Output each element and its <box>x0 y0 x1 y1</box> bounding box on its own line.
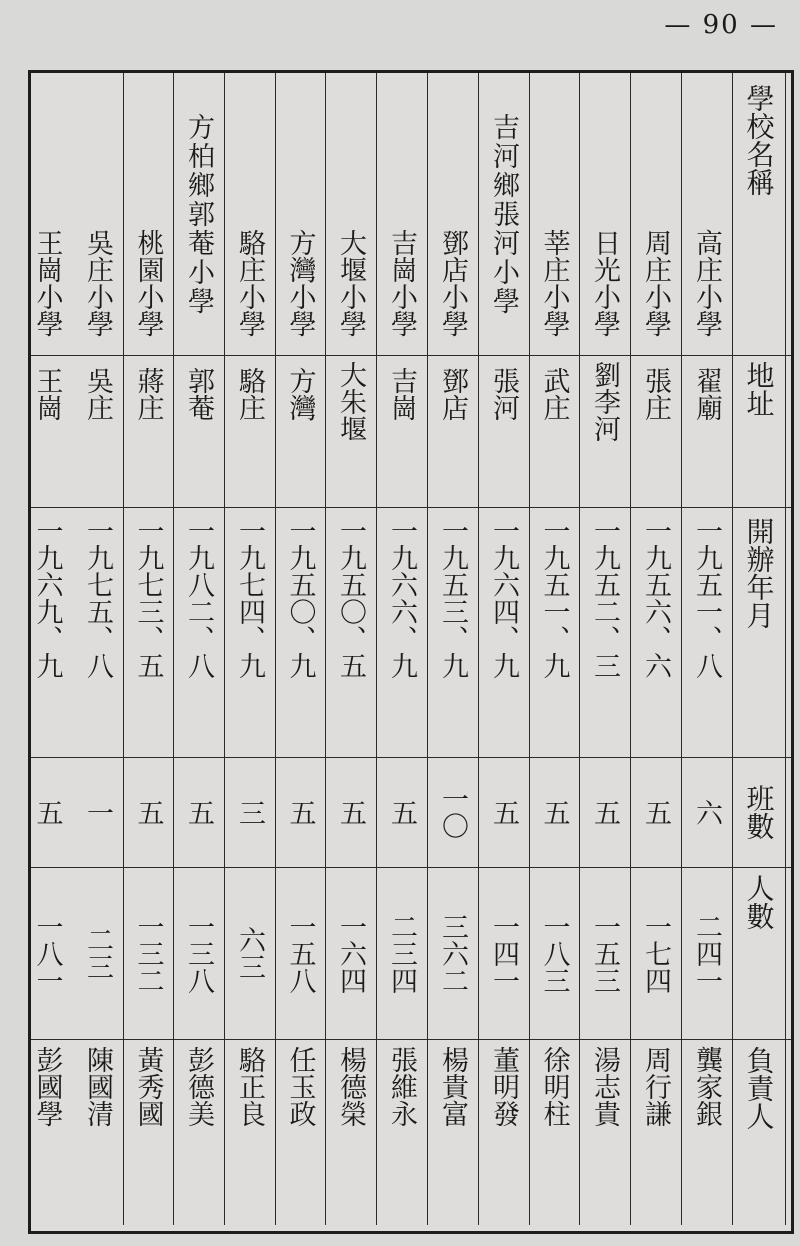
school-cell-name <box>123 73 174 355</box>
school-address: 蔣庄 <box>132 367 164 422</box>
school-cell-name <box>681 73 733 355</box>
school-principal: 董明發 <box>488 1046 519 1128</box>
school-principal: 彭國學 <box>31 1046 63 1128</box>
school-address: 張庄 <box>640 367 671 422</box>
school-classes: 一〇 <box>437 785 468 839</box>
header-label: 負責人 <box>742 1046 776 1131</box>
school-cell-address <box>681 355 733 507</box>
school-name: 大堰小學 <box>335 229 366 337</box>
school-cell-principal <box>325 1039 377 1225</box>
header-cell-classes <box>732 757 786 867</box>
school-principal: 張維永 <box>386 1046 417 1128</box>
school-founded: 一九六四、九 <box>488 517 519 679</box>
school-cell-name <box>72 73 124 355</box>
school-name: 莘庄小學 <box>538 229 570 337</box>
school-address: 張河 <box>488 367 519 422</box>
school-cell-address <box>529 355 580 507</box>
school-address: 王崗 <box>31 367 63 422</box>
school-cell-address <box>579 355 631 507</box>
school-cell-classes <box>325 757 377 867</box>
school-classes: 五 <box>538 798 570 826</box>
school-cell-name <box>173 73 225 355</box>
school-classes: 一 <box>82 798 113 826</box>
page-number: — 90 — <box>664 10 778 40</box>
school-name-full <box>490 113 517 316</box>
school-cell-founded <box>630 507 682 757</box>
school-principal: 湯志貴 <box>589 1046 620 1128</box>
school-cell-classes <box>224 757 276 867</box>
school-students: 一五三 <box>589 912 620 994</box>
school-classes: 六 <box>691 798 722 826</box>
school-name: 方灣小學 <box>284 229 316 337</box>
row-name <box>31 73 791 356</box>
row-address <box>31 355 791 508</box>
row-classes <box>31 757 791 868</box>
school-cell-name <box>579 73 631 355</box>
school-principal: 周行謙 <box>640 1046 671 1128</box>
school-founded: 一九五三、九 <box>437 517 468 679</box>
school-classes: 五 <box>284 798 316 826</box>
school-address: 駱庄 <box>234 367 265 422</box>
school-students: 一八一 <box>31 912 63 994</box>
school-founded: 一九六六、九 <box>386 517 417 679</box>
header-cell-principal <box>732 1039 786 1225</box>
school-cell-founded <box>376 507 428 757</box>
school-cell-students <box>173 867 225 1039</box>
school-name: 王崗小學 <box>31 229 63 337</box>
school-cell-principal <box>22 1039 72 1225</box>
school-cell-founded <box>123 507 174 757</box>
school-cell-classes <box>579 757 631 867</box>
header-cell-name <box>732 73 786 355</box>
school-classes: 三 <box>234 798 265 826</box>
school-cell-principal <box>630 1039 682 1225</box>
school-founded: 一九七四、九 <box>234 517 265 679</box>
school-name: 日光小學 <box>589 229 620 337</box>
school-founded: 一九五〇、五 <box>335 517 366 679</box>
schools-table <box>28 70 794 1234</box>
school-cell-principal <box>173 1039 225 1225</box>
header-label: 人數 <box>742 873 776 930</box>
school-cell-name <box>427 73 479 355</box>
school-founded: 一九八二、八 <box>183 517 214 679</box>
school-name-full <box>185 113 212 316</box>
school-classes: 五 <box>589 798 620 826</box>
school-cell-students <box>22 867 72 1039</box>
school-township: 方柏鄉 <box>183 112 214 200</box>
school-cell-students <box>630 867 682 1039</box>
school-classes: 五 <box>132 798 164 826</box>
header-cell-address <box>732 355 786 507</box>
school-address: 郭菴 <box>183 367 214 422</box>
school-cell-name <box>478 73 530 355</box>
school-cell-founded <box>478 507 530 757</box>
school-students: 三六二 <box>437 912 468 994</box>
school-name: 郭菴小學 <box>183 199 214 316</box>
school-cell-students <box>72 867 124 1039</box>
school-cell-principal <box>123 1039 174 1225</box>
school-students: 一三八 <box>183 912 214 994</box>
school-cell-address <box>325 355 377 507</box>
school-name: 吉崗小學 <box>386 229 417 337</box>
school-classes: 五 <box>335 798 366 826</box>
school-students: 六三 <box>234 926 265 980</box>
school-classes: 五 <box>31 798 63 826</box>
school-cell-classes <box>22 757 72 867</box>
school-founded: 一九六九、九 <box>31 517 63 679</box>
school-cell-name <box>630 73 682 355</box>
header-label: 班數 <box>742 784 776 840</box>
school-name: 張河小學 <box>488 199 519 316</box>
header-label: 地址 <box>742 361 776 418</box>
school-cell-founded <box>72 507 124 757</box>
school-cell-name <box>376 73 428 355</box>
school-cell-founded <box>224 507 276 757</box>
school-cell-classes <box>478 757 530 867</box>
school-address: 武庄 <box>538 367 570 422</box>
school-founded: 一九五六、六 <box>640 517 671 679</box>
school-cell-classes <box>376 757 428 867</box>
school-name: 鄧店小學 <box>437 229 468 337</box>
school-address: 劉李河 <box>589 361 620 443</box>
school-classes: 五 <box>183 798 214 826</box>
school-students: 一七四 <box>640 912 671 994</box>
school-cell-address <box>478 355 530 507</box>
school-address: 鄧店 <box>437 367 468 422</box>
school-address: 吉崗 <box>386 367 417 422</box>
school-cell-address <box>123 355 174 507</box>
school-cell-founded <box>275 507 326 757</box>
school-cell-founded <box>529 507 580 757</box>
school-students: 一五八 <box>284 912 316 994</box>
school-cell-address <box>630 355 682 507</box>
school-cell-students <box>224 867 276 1039</box>
school-cell-principal <box>376 1039 428 1225</box>
school-cell-principal <box>275 1039 326 1225</box>
school-cell-name <box>325 73 377 355</box>
school-name: 吳庄小學 <box>82 229 113 337</box>
school-cell-classes <box>681 757 733 867</box>
school-classes: 五 <box>640 798 671 826</box>
school-name: 高庄小學 <box>691 229 722 337</box>
school-cell-founded <box>579 507 631 757</box>
school-cell-students <box>325 867 377 1039</box>
school-classes: 五 <box>386 798 417 826</box>
school-cell-classes <box>275 757 326 867</box>
school-cell-address <box>427 355 479 507</box>
school-cell-classes <box>630 757 682 867</box>
school-cell-address <box>275 355 326 507</box>
school-cell-classes <box>427 757 479 867</box>
school-cell-classes <box>529 757 580 867</box>
school-cell-name <box>224 73 276 355</box>
school-cell-students <box>579 867 631 1039</box>
header-cell-founded <box>732 507 786 757</box>
school-principal: 龔家銀 <box>691 1046 722 1128</box>
school-founded: 一九五二、三 <box>589 517 620 679</box>
row-founded <box>31 507 791 758</box>
school-cell-principal <box>427 1039 479 1225</box>
school-principal: 楊貴富 <box>437 1046 468 1128</box>
school-students: 一四一 <box>488 912 519 994</box>
school-cell-address <box>22 355 72 507</box>
school-name: 駱庄小學 <box>234 229 265 337</box>
school-cell-name <box>275 73 326 355</box>
school-students: 一六四 <box>335 912 366 994</box>
school-cell-address <box>224 355 276 507</box>
school-principal: 任玉政 <box>284 1046 316 1128</box>
school-township: 吉河鄉 <box>488 112 519 200</box>
school-students: 二三 <box>82 926 113 980</box>
school-address: 吳庄 <box>82 367 113 422</box>
school-cell-name <box>529 73 580 355</box>
row-students <box>31 867 791 1040</box>
school-students: 二三四 <box>386 912 417 994</box>
school-cell-principal <box>478 1039 530 1225</box>
school-cell-principal <box>72 1039 124 1225</box>
school-cell-students <box>427 867 479 1039</box>
school-name: 桃園小學 <box>132 229 164 337</box>
school-principal: 駱正良 <box>234 1046 265 1128</box>
school-cell-classes <box>173 757 225 867</box>
school-cell-students <box>681 867 733 1039</box>
school-address: 大朱堰 <box>335 361 366 443</box>
school-principal: 彭德美 <box>183 1046 214 1128</box>
row-principal <box>31 1039 791 1225</box>
school-founded: 一九七五、八 <box>82 517 113 679</box>
school-cell-principal <box>529 1039 580 1225</box>
school-cell-classes <box>123 757 174 867</box>
school-cell-name <box>22 73 72 355</box>
school-cell-principal <box>579 1039 631 1225</box>
school-cell-founded <box>427 507 479 757</box>
school-cell-students <box>529 867 580 1039</box>
school-cell-principal <box>681 1039 733 1225</box>
school-founded: 一九五一、八 <box>691 517 722 679</box>
school-cell-address <box>173 355 225 507</box>
school-principal: 徐明柱 <box>538 1046 570 1128</box>
school-address: 方灣 <box>284 367 316 422</box>
school-cell-students <box>376 867 428 1039</box>
school-principal: 楊德榮 <box>335 1046 366 1128</box>
school-cell-address <box>72 355 124 507</box>
school-classes: 五 <box>488 798 519 826</box>
school-address: 翟廟 <box>691 367 722 422</box>
school-cell-founded <box>325 507 377 757</box>
school-cell-students <box>275 867 326 1039</box>
school-cell-founded <box>173 507 225 757</box>
school-cell-founded <box>22 507 72 757</box>
school-cell-principal <box>224 1039 276 1225</box>
school-name: 周庄小學 <box>640 229 671 337</box>
header-label: 開辦年月 <box>742 517 776 629</box>
school-founded: 一九五〇、九 <box>284 517 316 679</box>
school-cell-students <box>123 867 174 1039</box>
school-cell-founded <box>681 507 733 757</box>
school-students: 一八三 <box>538 912 570 994</box>
school-cell-students <box>478 867 530 1039</box>
school-students: 二四一 <box>691 912 722 994</box>
school-founded: 一九五一、九 <box>538 517 570 679</box>
header-label: 學校名稱 <box>742 84 776 197</box>
school-cell-classes <box>72 757 124 867</box>
header-cell-students <box>732 867 786 1039</box>
school-founded: 一九七三、五 <box>132 517 164 679</box>
school-principal: 陳國清 <box>82 1046 113 1128</box>
school-students: 一三二 <box>132 912 164 994</box>
school-principal: 黃秀國 <box>132 1046 164 1128</box>
school-cell-address <box>376 355 428 507</box>
